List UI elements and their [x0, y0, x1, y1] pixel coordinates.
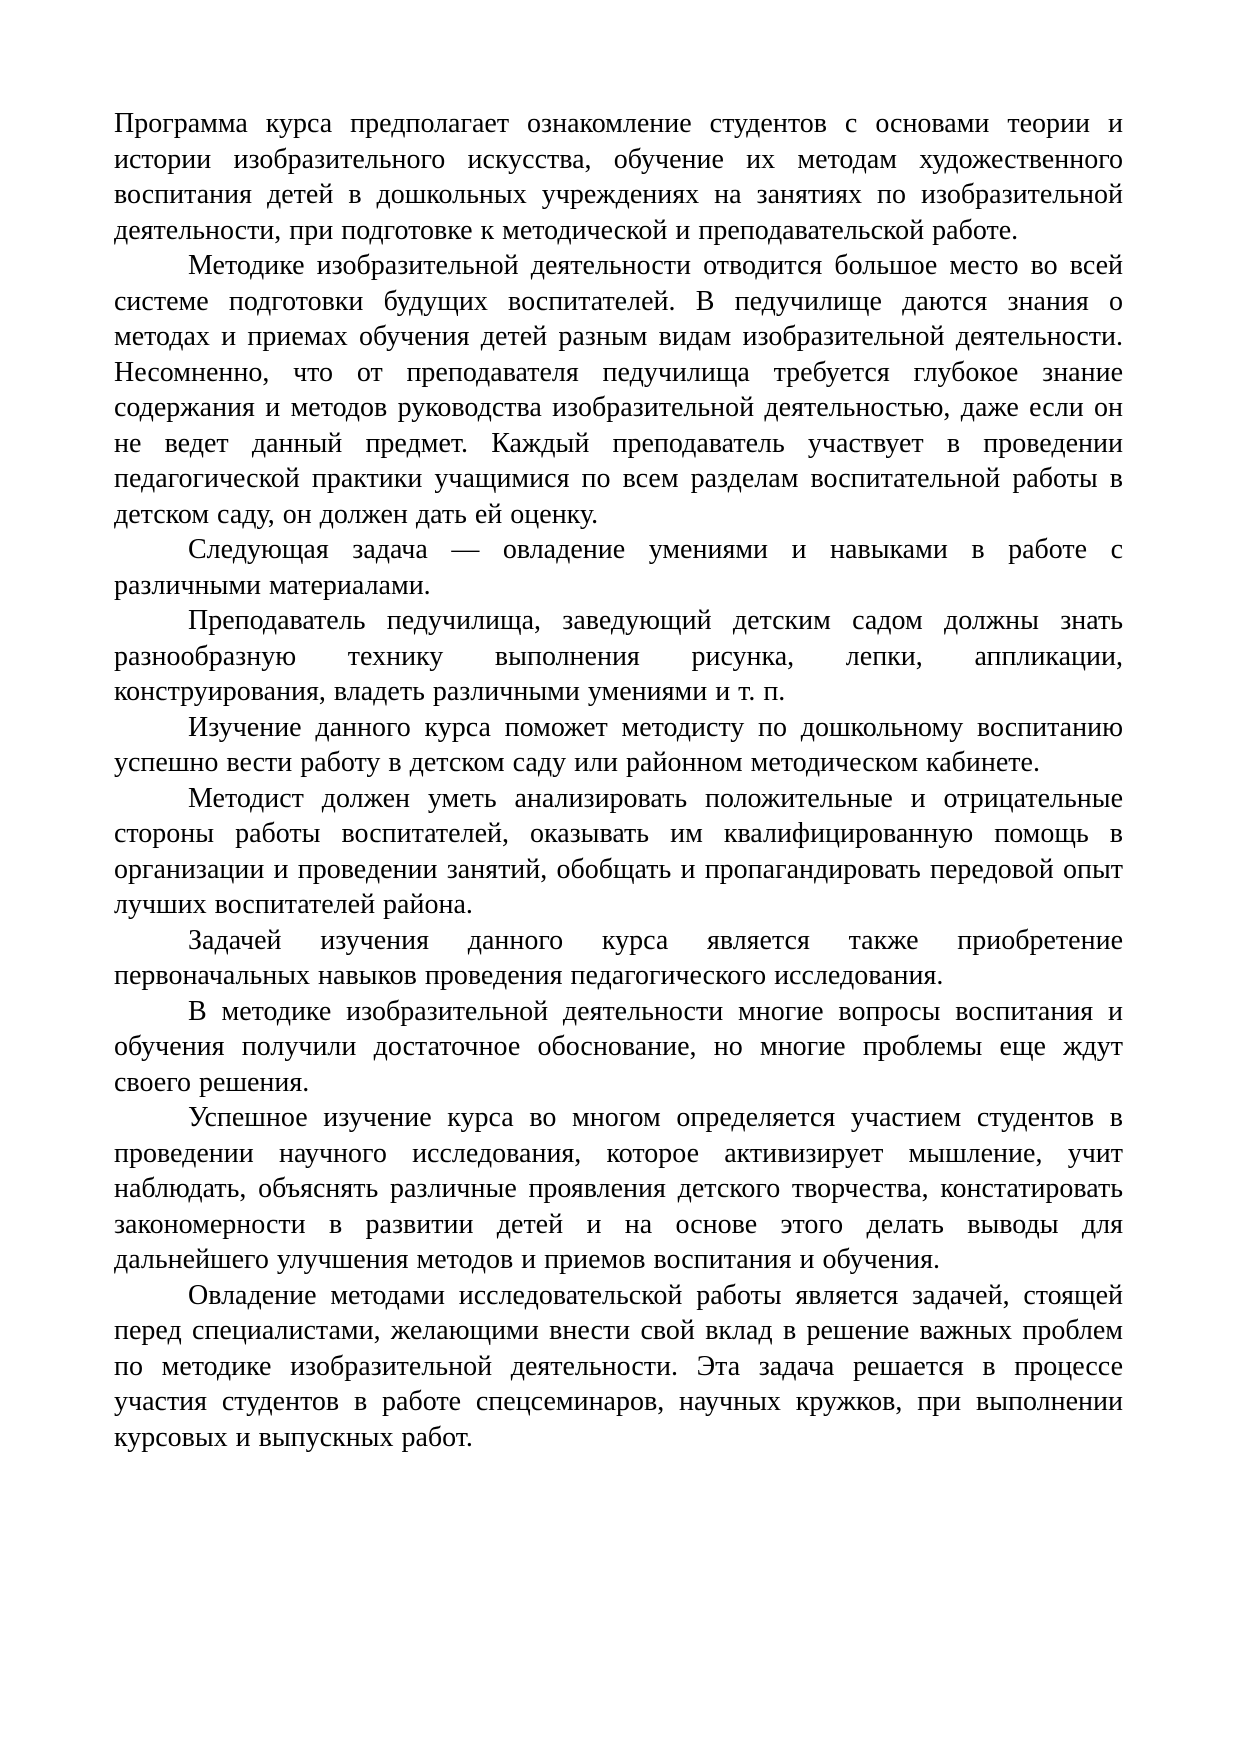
paragraph-research-skills: Задачей изучения данного курса является также приобретение первоначальных навыков проведения педагогического исследования.	[114, 924, 1123, 991]
paragraph-research-methods-task: Овладение методами исследовательской работы является задачей, стоящей перед специалистами, желающими внести свой вклад в решение важных проблем по методике изобразительной деятельности. Эта задача решается в процессе участия студентов в работе спецсеминаров, научных кружков, при выполнении курсовых и выпускных работ.	[114, 1279, 1123, 1453]
paragraph-methodology-place: Методике изобразительной деятельности отводится большое место во всей системе подготовки будущих воспитателей. В педучилище даются знания о методах и приемах обучения детей разным видам изобразительной деятельности. Несомненно, что от преподавателя педучилища требуется глубокое знание содержания и методов руководства изобразительной деятельностью, даже если он не ведет данный предмет. Каждый преподаватель участвует в проведении педагогической практики учащимися по всем разделам воспитательной работы в детском саду, он должен дать ей оценку.	[114, 250, 1123, 530]
paragraph-methodist-duties: Методист должен уметь анализировать положительные и отрицательные стороны работы воспитателей, оказывать им квалифицированную помощь в организации и проведении занятий, обобщать и пропагандировать передовой опыт лучших воспитателей района.	[114, 782, 1123, 920]
paragraph-teacher-skills: Преподаватель педучилища, заведующий детским садом должны знать разнообразную технику выполнения рисунка, лепки, аппликации, конструирования, владеть различными умениями и т. п.	[114, 605, 1123, 707]
paragraph-next-task: Следующая задача — овладение умениями и навыками в работе с различными материалами.	[114, 534, 1123, 601]
paragraph-course-program: Программа курса предполагает ознакомление студентов с основами теории и истории изобразительного искусства, обучение их методам художественного воспитания детей в дошкольных учреждениях на занятиях по изобразительной деятельности, при подготовке к методической и преподавательской работе.	[114, 108, 1123, 246]
paragraph-course-benefit: Изучение данного курса поможет методисту по дошкольному воспитанию успешно вести работу в детском саду или районном методическом кабинете.	[114, 711, 1123, 778]
paragraph-open-problems: В методике изобразительной деятельности многие вопросы воспитания и обучения получили достаточное обоснование, но многие проблемы еще ждут своего решения.	[114, 995, 1123, 1098]
paragraph-successful-study: Успешное изучение курса во многом определяется участием студентов в проведении научного исследования, которое активизирует мышление, учит наблюдать, объяснять различные проявления детского творчества, констатировать закономерности в развитии детей и на основе этого делать выводы для дальнейшего улучшения методов и приемов воспитания и обучения.	[114, 1102, 1123, 1275]
text-block	[114, 106, 1123, 1455]
